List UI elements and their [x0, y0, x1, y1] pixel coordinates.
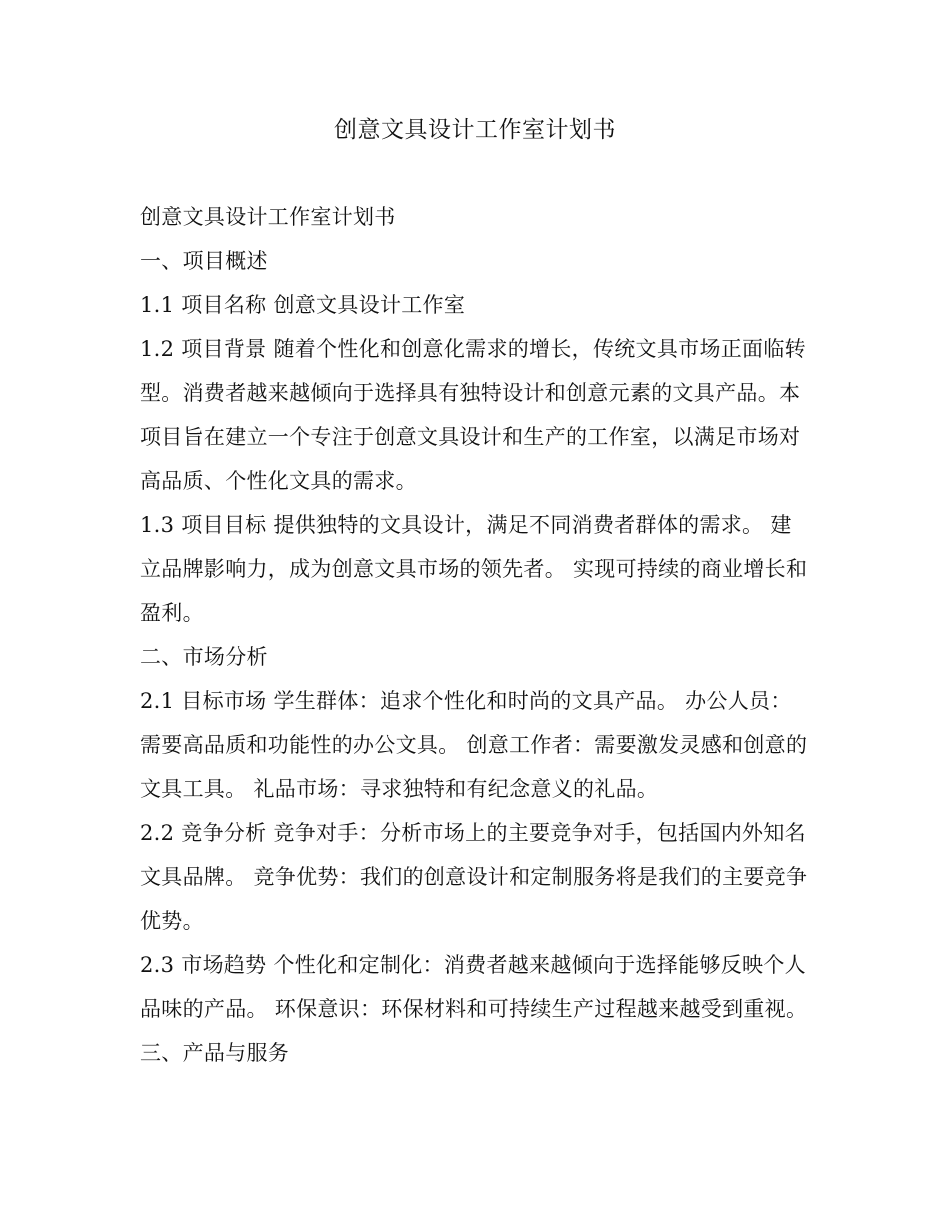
- section-heading-overview: 一、项目概述: [140, 249, 268, 273]
- paragraph-market-trends: 2.3 市场趋势 个性化和定制化：消费者越来越倾向于选择能够反映个人品味的产品。 环保意识：环保材料和可持续生产过程越来越受到重视。: [140, 953, 808, 1021]
- body-heading: 创意文具设计工作室计划书: [140, 205, 396, 229]
- document-body: [140, 195, 812, 1075]
- document-title: 创意文具设计工作室计划书: [334, 117, 616, 143]
- paragraph-project-name: 1.1 项目名称 创意文具设计工作室: [140, 293, 466, 317]
- section-heading-products-services: 三、产品与服务: [140, 1041, 290, 1065]
- paragraph-target-market: 2.1 目标市场 学生群体：追求个性化和时尚的文具产品。 办公人员：需要高品质和功能性的办公文具。 创意工作者：需要激发灵感和创意的文具工具。 礼品市场：寻求独特和有纪念意义的礼品。: [140, 689, 808, 801]
- paragraph-competition-analysis: 2.2 竞争分析 竞争对手：分析市场上的主要竞争对手，包括国内外知名文具品牌。 竞争优势：我们的创意设计和定制服务将是我们的主要竞争优势。: [140, 821, 808, 933]
- paragraph-project-goals: 1.3 项目目标 提供独特的文具设计，满足不同消费者群体的需求。 建立品牌影响力，成为创意文具市场的领先者。 实现可持续的商业增长和盈利。: [140, 513, 808, 625]
- paragraph-project-background: 1.2 项目背景 随着个性化和创意化需求的增长，传统文具市场正面临转型。消费者越来越倾向于选择具有独特设计和创意元素的文具产品。本项目旨在建立一个专注于创意文具设计和生产的工作室，以满足市场对高品质、个性化文具的需求。: [140, 337, 806, 493]
- section-heading-market-analysis: 二、市场分析: [140, 645, 268, 669]
